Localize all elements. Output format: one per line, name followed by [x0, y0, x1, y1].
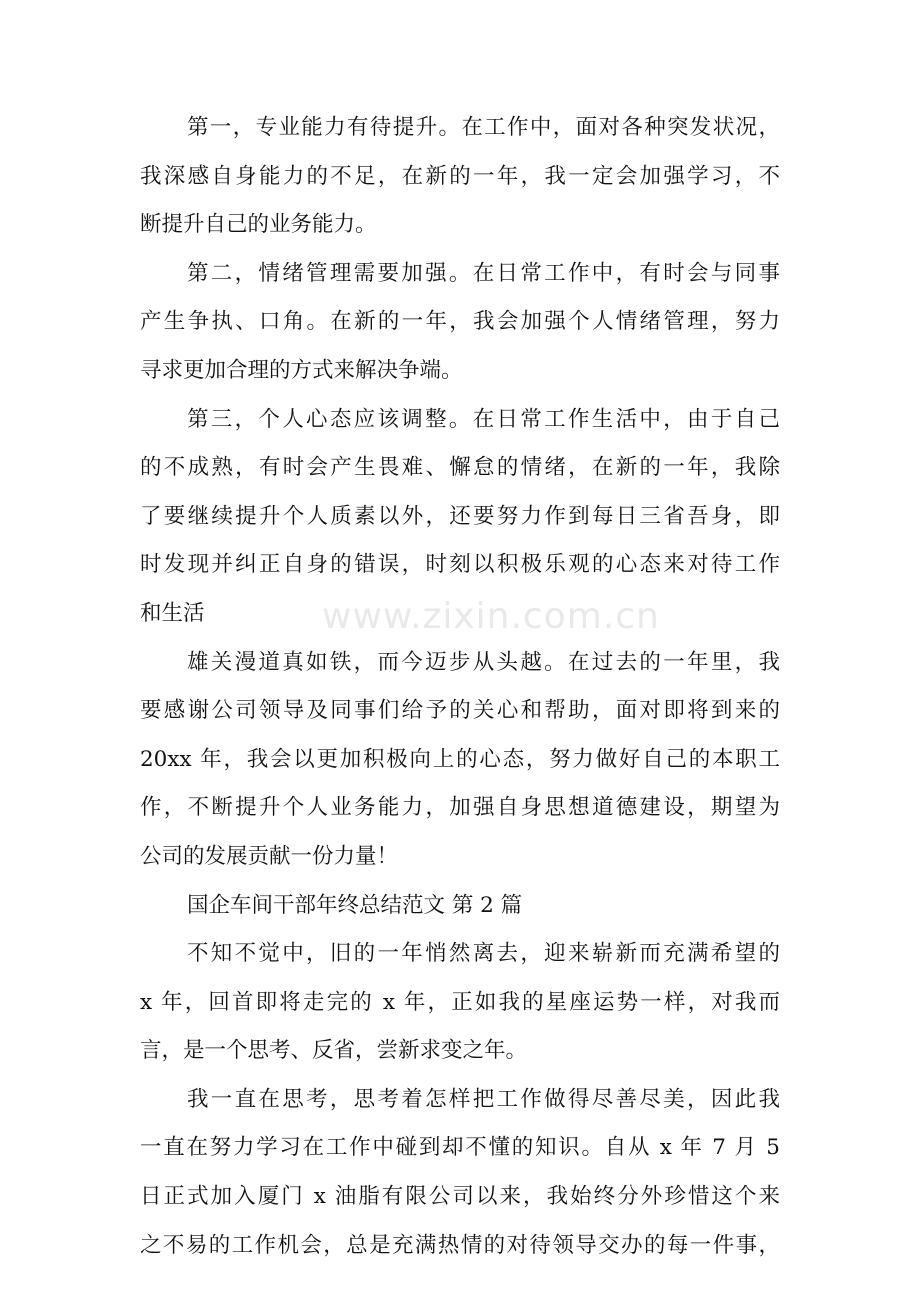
text-line: 的不成熟，有时会产生畏难、懈怠的情绪，在新的一年，我除 [140, 455, 780, 481]
text-line: 时发现并纠正自身的错误，时刻以积极乐观的心态来对待工作 [140, 552, 780, 578]
text-line: 和生活 [140, 600, 205, 626]
text-line: 第一，专业能力有待提升。在工作中，面对各种突发状况， [187, 115, 780, 140]
text-line: 日正式加入厦门 x 油脂有限公司以来，我始终分外珍惜这个来 [140, 1184, 780, 1210]
text-line: 20xx 年，我会以更加积极向上的心态，努力做好自己的本职工 [140, 746, 780, 772]
text-line: 一直在努力学习在工作中碰到却不懂的知识。自从 x 年 7 月 5 [140, 1135, 780, 1161]
text-line: 寻求更加合理的方式来解决争端。 [140, 357, 463, 383]
text-line: 雄关漫道真如铁，而今迈步从头越。在过去的一年里，我 [187, 649, 780, 675]
section-heading: 国企车间干部年终总结范文 第 2 篇 [187, 892, 523, 918]
text-line: 产生争执、口角。在新的一年，我会加强个人情绪管理，努力 [140, 309, 780, 335]
text-line: 作，不断提升个人业务能力，加强自身思想道德建设，期望为 [140, 795, 780, 821]
text-line: x 年，回首即将走完的 x 年，正如我的星座运势一样，对我而 [140, 989, 780, 1015]
text-line: 言，是一个思考、反省，尝新求变之年。 [140, 1038, 528, 1064]
text-line: 要感谢公司领导及同事们给予的关心和帮助，面对即将到来的 [140, 698, 780, 724]
text-line: 不知不觉中，旧的一年悄然离去，迎来崭新而充满希望的 [187, 941, 780, 967]
text-line: 之不易的工作机会，总是充满热情的对待领导交办的每一件事， [140, 1232, 780, 1258]
text-line: 第二，情绪管理需要加强。在日常工作中，有时会与同事 [187, 260, 780, 286]
text-line: 我深感自身能力的不足，在新的一年，我一定会加强学习，不 [140, 163, 780, 189]
text-line: 断提升自己的业务能力。 [140, 212, 377, 238]
document-body [140, 104, 780, 1270]
text-line: 第三，个人心态应该调整。在日常工作生活中，由于自己 [187, 406, 780, 432]
text-line: 了要继续提升个人质素以外，还要努力作到每日三省吾身，即 [140, 503, 780, 529]
watermark: www.zixin.com.cn [322, 596, 660, 637]
text-line: 我一直在思考，思考着怎样把工作做得尽善尽美，因此我 [187, 1086, 780, 1112]
text-line: 公司的发展贡献一份力量！ [140, 843, 399, 869]
